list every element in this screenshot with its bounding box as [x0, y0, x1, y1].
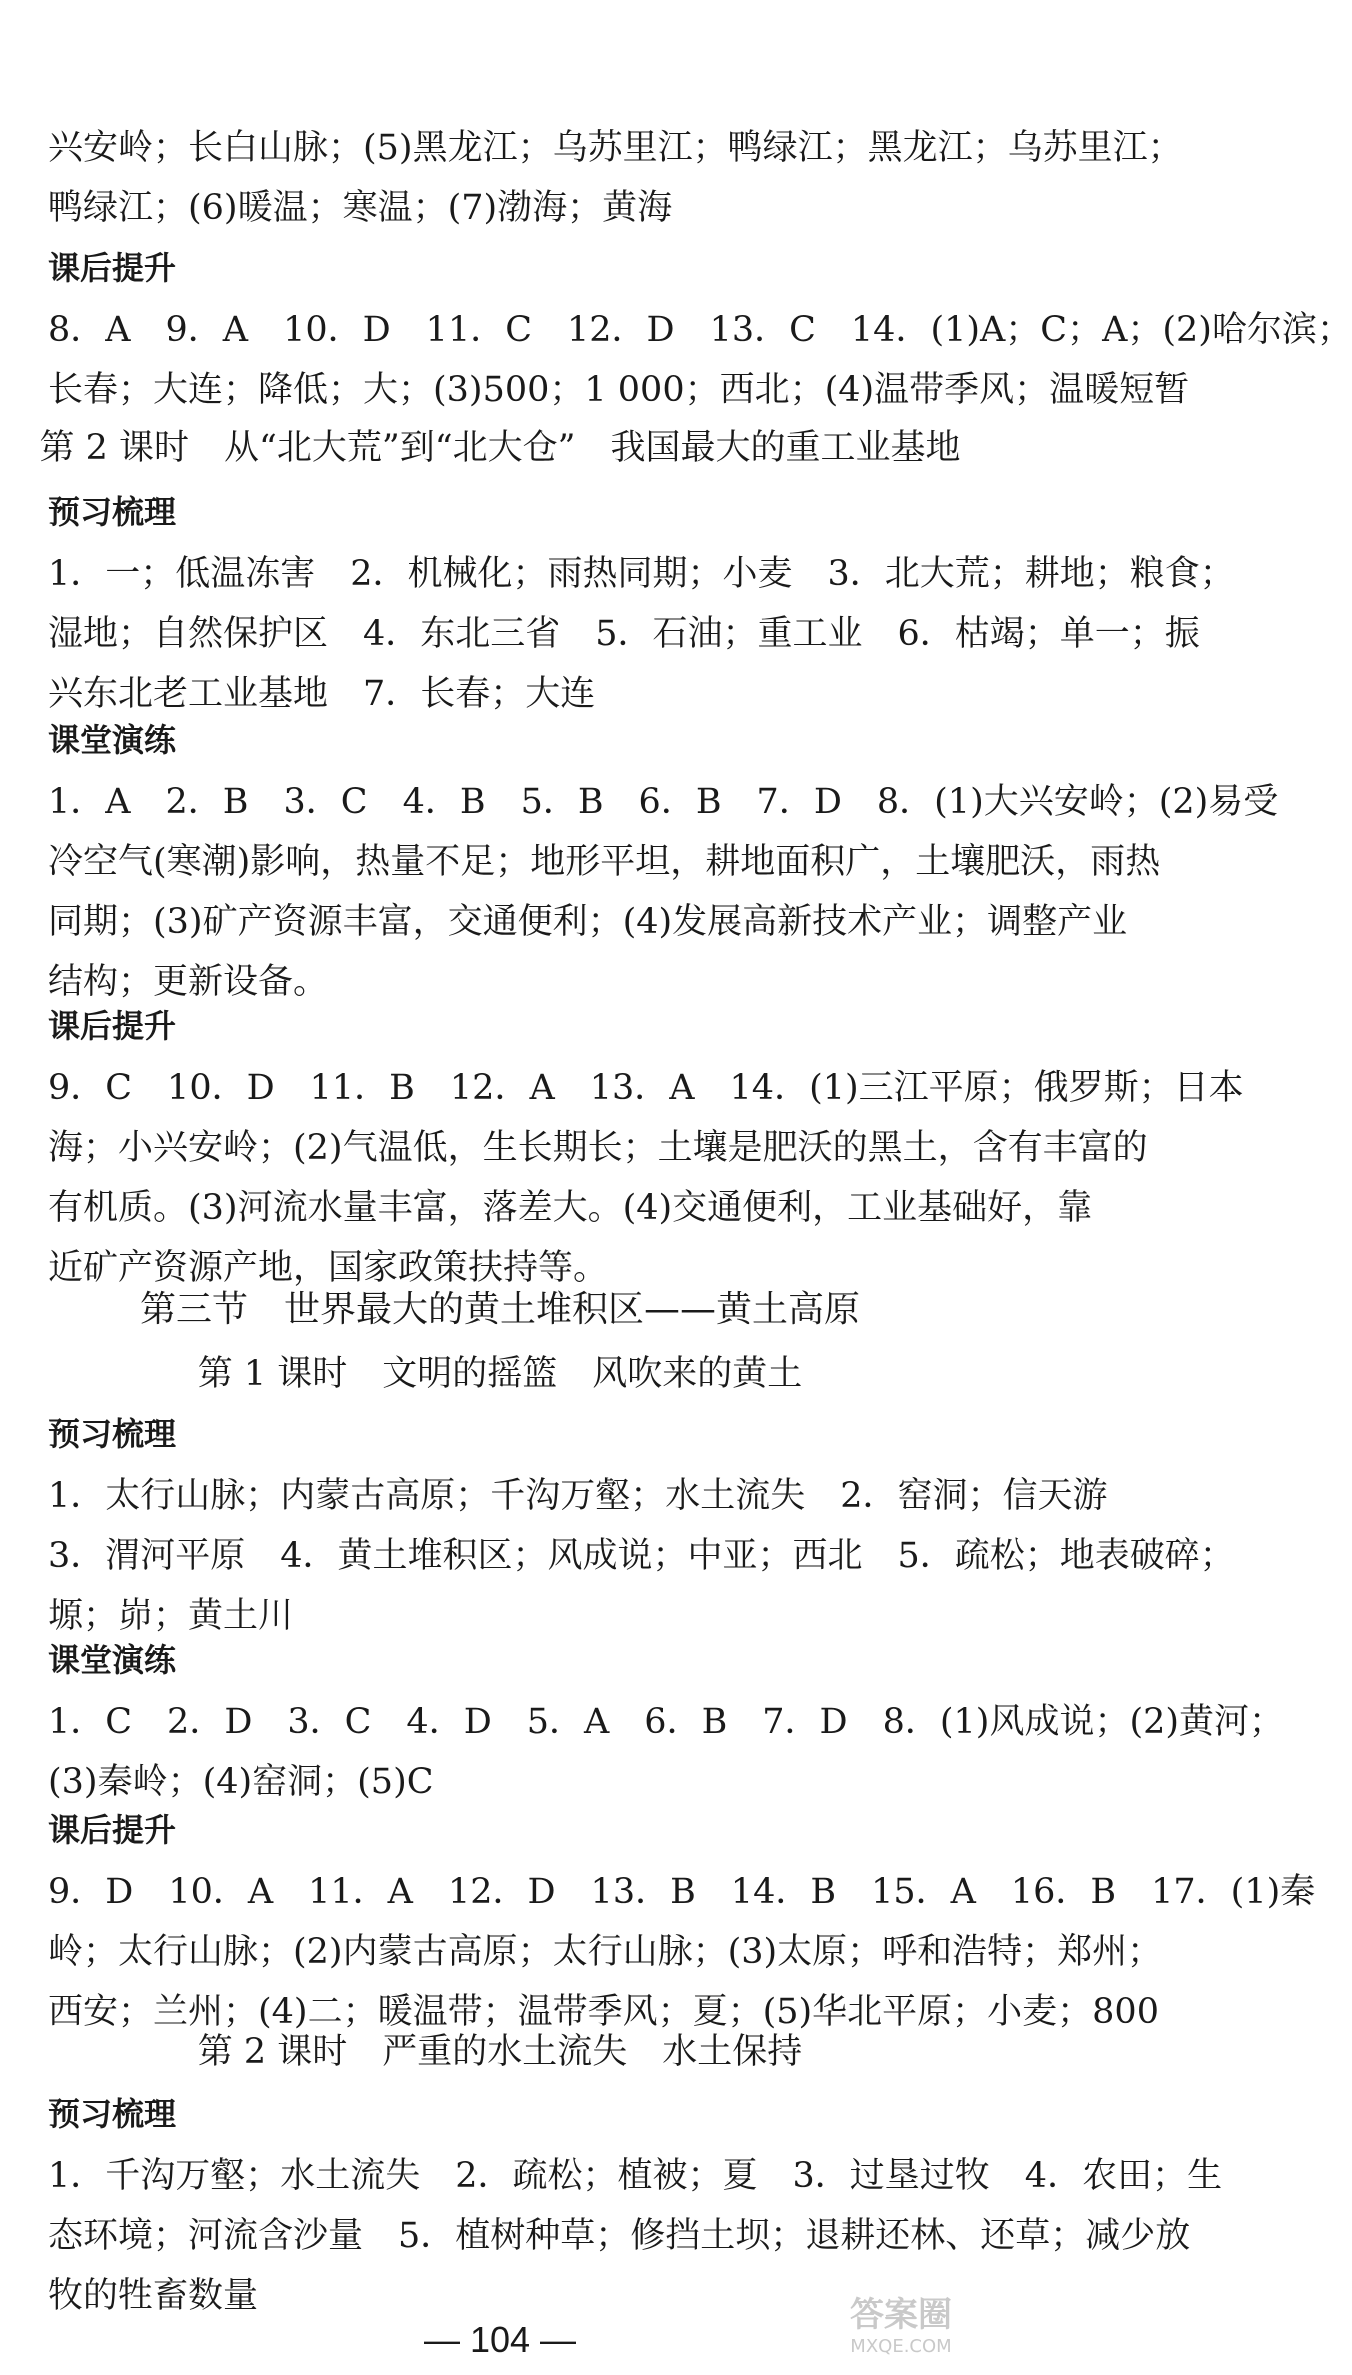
text-line: 西安；兰州；(4)二；暖温带；温带季风；夏；(5)华北平原；小麦；800 — [48, 1992, 1159, 2032]
text-line: 湿地；自然保护区 4．东北三省 5．石油；重工业 6．枯竭；单一；振 — [48, 614, 1200, 654]
text-line: 1．A 2．B 3．C 4．B 5．B 6．B 7．D 8．(1)大兴安岭；(2)易受 — [48, 782, 1279, 822]
text-line: 海；小兴安岭；(2)气温低，生长期长；土壤是肥沃的黑土，含有丰富的 — [48, 1128, 1148, 1168]
watermark-logo — [816, 2295, 986, 2365]
subheading-preview: 预习梳理 — [48, 1415, 177, 1453]
section-title: 第三节 世界最大的黄土堆积区——黄土高原 — [139, 1289, 860, 1330]
text-line: 态环境；河流含沙量 5．植树种草；修挡土坝；退耕还林、还草；减少放 — [48, 2216, 1191, 2256]
subheading-preview: 预习梳理 — [48, 2095, 177, 2133]
text-line: 3．渭河平原 4．黄土堆积区；风成说；中亚；西北 5．疏松；地表破碎； — [48, 1536, 1235, 1576]
text-line: 长春；大连；降低；大；(3)500；1 000；西北；(4)温带季风；温暖短暂 — [48, 370, 1190, 410]
subheading-preview: 预习梳理 — [48, 493, 177, 531]
text-line: 8．A 9．A 10．D 11．C 12．D 13．C 14．(1)A；C；A；(2)哈尔滨； — [48, 310, 1352, 350]
lesson-heading-2: 第 2 课时 从“北大荒”到“北大仓” 我国最大的重工业基地 — [39, 428, 961, 468]
text-block-5 — [48, 1058, 1244, 1298]
text-block-8 — [48, 1862, 1316, 2042]
subheading-after-class: 课后提升 — [48, 1007, 177, 1045]
text-line: 有机质。(3)河流水量丰富，落差大。(4)交通便利，工业基础好，靠 — [48, 1188, 1093, 1228]
text-line: 岭；太行山脉；(2)内蒙古高原；太行山脉；(3)太原；呼和浩特；郑州； — [48, 1932, 1163, 1972]
subheading-classroom: 课堂演练 — [48, 1641, 177, 1679]
text-block-6 — [48, 1466, 1235, 1646]
watermark-text: 答案圈 — [850, 2295, 952, 2335]
text-line: 1．千沟万壑；水土流失 2．疏松；植被；夏 3．过垦过牧 4．农田；生 — [48, 2156, 1223, 2196]
text-line: 兴东北老工业基地 7．长春；大连 — [48, 674, 596, 714]
text-line: 结构；更新设备。 — [48, 962, 329, 1002]
text-line: 1．一；低温冻害 2．机械化；雨热同期；小麦 3．北大荒；耕地；粮食； — [48, 554, 1235, 594]
lesson-heading-1: 第 1 课时 文明的摇篮 风吹来的黄土 — [197, 1354, 803, 1394]
watermark-url: MXQE.COM — [850, 2336, 952, 2357]
text-line: 冷空气(寒潮)影响，热量不足；地形平坦，耕地面积广，土壤肥沃，雨热 — [48, 842, 1161, 882]
text-line: 同期；(3)矿产资源丰富，交通便利；(4)发展高新技术产业；调整产业 — [48, 902, 1128, 942]
text-line: 近矿产资源产地，国家政策扶持等。 — [48, 1248, 609, 1288]
text-line: (3)秦岭；(4)窑洞；(5)C — [48, 1762, 434, 1802]
text-line: 塬；峁；黄土川 — [48, 1596, 294, 1636]
text-line: 鸭绿江；(6)暖温；寒温；(7)渤海；黄海 — [48, 188, 673, 228]
text-line: 9．C 10．D 11．B 12．A 13．A 14．(1)三江平原；俄罗斯；日本 — [48, 1068, 1244, 1108]
text-line: 1．太行山脉；内蒙古高原；千沟万壑；水土流失 2．窑洞；信天游 — [48, 1476, 1108, 1516]
text-line: 9．D 10．A 11．A 12．D 13．B 14．B 15．A 16．B 17．(1)秦 — [48, 1872, 1316, 1912]
page-number: — 104 — — [423, 2319, 577, 2360]
text-line: 兴安岭；长白山脉；(5)黑龙江；乌苏里江；鸭绿江；黑龙江；乌苏里江； — [48, 128, 1183, 168]
text-block-3 — [48, 544, 1235, 724]
text-block-4 — [48, 772, 1279, 1012]
text-line: 1．C 2．D 3．C 4．D 5．A 6．B 7．D 8．(1)风成说；(2)黄河； — [48, 1702, 1285, 1742]
subheading-classroom: 课堂演练 — [48, 721, 177, 759]
text-block-7 — [48, 1692, 1285, 1812]
text-block-1 — [48, 118, 1183, 238]
text-line: 牧的牲畜数量 — [48, 2276, 259, 2316]
subheading-after-class: 课后提升 — [48, 249, 177, 287]
text-block-2 — [48, 300, 1352, 420]
lesson-heading-2b: 第 2 课时 严重的水土流失 水土保持 — [197, 2032, 803, 2072]
subheading-after-class: 课后提升 — [48, 1811, 177, 1849]
